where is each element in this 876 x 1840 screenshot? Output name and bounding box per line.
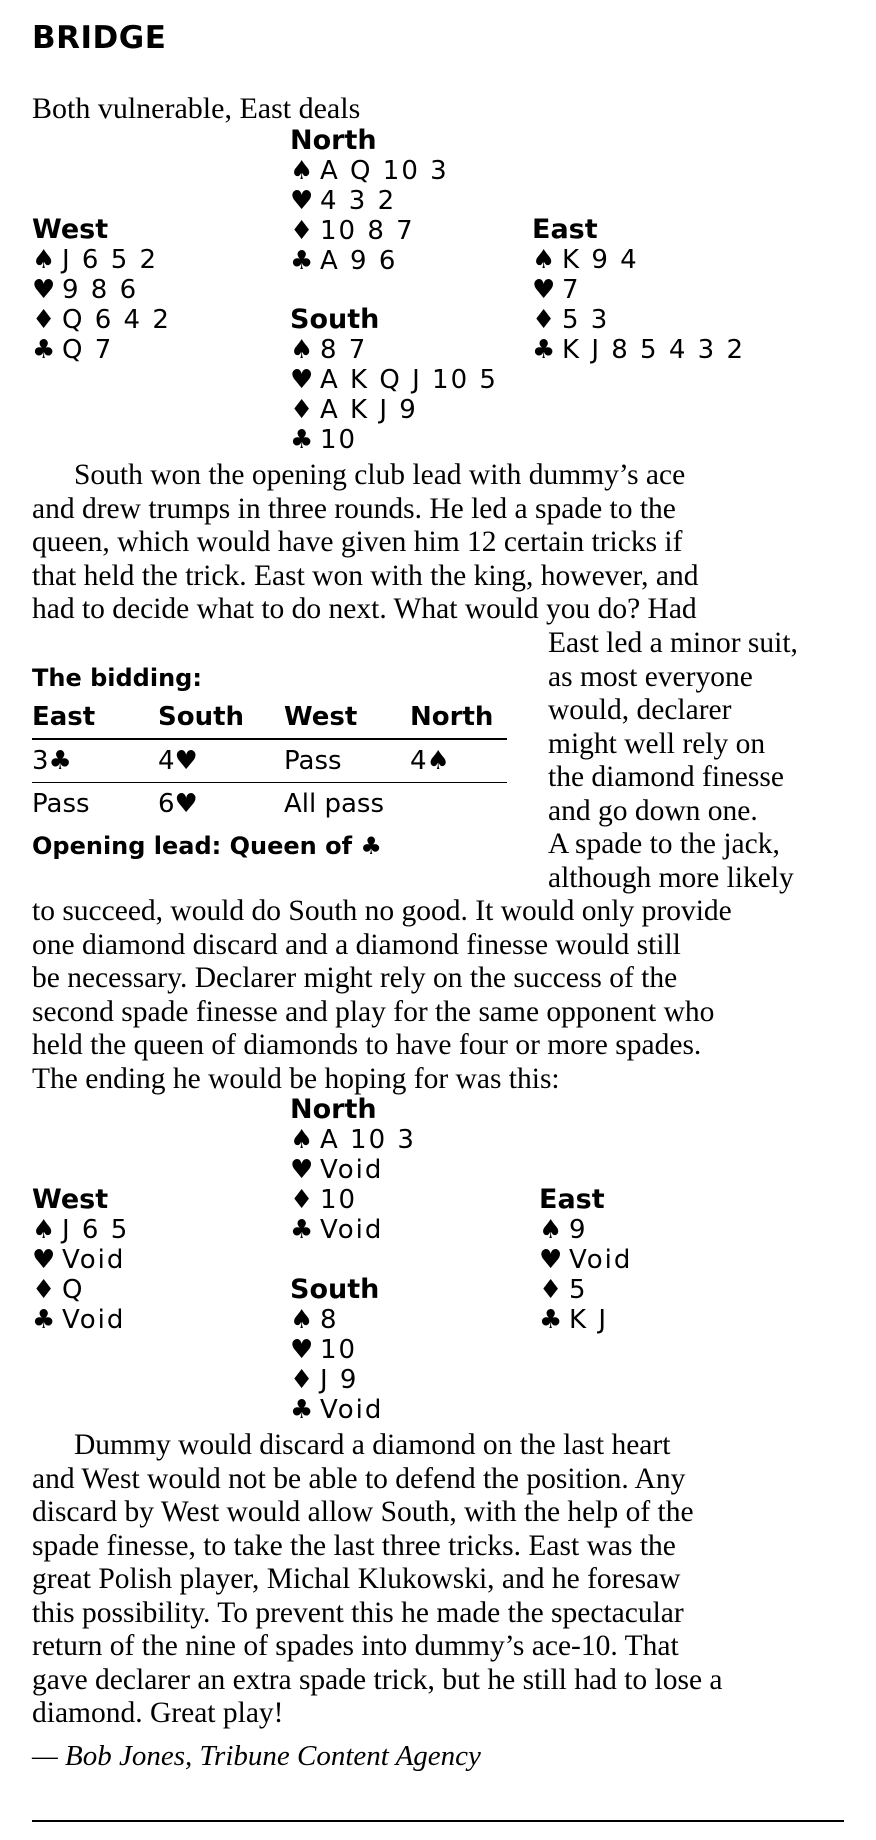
text-line: be necessary. Declarer might rely on the success of the — [32, 962, 678, 994]
club-icon: ♣ — [290, 1215, 316, 1245]
text-line: held the queen of diamonds to have four or more spades. — [32, 1029, 702, 1061]
clubs-holding: Void — [62, 1305, 126, 1335]
deal1-east-hand — [532, 215, 745, 365]
spade-icon: ♠ — [32, 1215, 58, 1245]
text-line: that held the trick. East won with the king, however, and — [32, 559, 699, 592]
club-icon: ♣ — [290, 246, 316, 276]
bid-cell: 4♥ — [158, 739, 284, 783]
deal1-north-hand — [290, 126, 449, 276]
text-line: this possibility. To prevent this he made the spectacular — [32, 1596, 684, 1629]
diamond-icon: ♦ — [290, 216, 316, 246]
spade-icon: ♠ — [32, 245, 58, 275]
text-line: to succeed, would do South no good. It would only provide — [32, 895, 732, 927]
diamonds-holding: J 9 — [320, 1365, 359, 1395]
heart-icon: ♥ — [290, 1155, 316, 1185]
hearts-holding: 4 3 2 — [320, 186, 397, 216]
bid-cell: All pass — [284, 789, 385, 819]
clubs-holding: Void — [320, 1395, 384, 1425]
clubs-holding: Void — [320, 1215, 384, 1245]
text-line: gave declarer an extra spade trick, but he still had to lose a — [32, 1663, 723, 1696]
spades-holding: J 6 5 2 — [62, 245, 159, 275]
text-line: second spade finesse and play for the same opponent who — [32, 995, 715, 1028]
bid-cell — [410, 783, 507, 826]
clubs-holding: K J — [569, 1305, 608, 1335]
diamond-icon: ♦ — [32, 305, 58, 335]
diamonds-holding: Q 6 4 2 — [62, 305, 171, 335]
deal2-north-hand — [290, 1095, 416, 1245]
hand-label: North — [290, 1094, 377, 1125]
diamond-icon: ♦ — [290, 1185, 316, 1215]
text-line: and go down one. — [548, 794, 758, 827]
spades-holding: 8 — [320, 1305, 339, 1335]
text-line: East led a minor suit, — [548, 627, 798, 659]
heart-icon: ♥ — [32, 1245, 58, 1275]
bid-cell: 6♥ — [158, 789, 198, 819]
text-line: Dummy would discard a diamond on the last heart — [74, 1429, 671, 1461]
text-line: one diamond discard and a diamond finesse would still — [32, 928, 681, 961]
spade-icon: ♠ — [532, 245, 558, 275]
diamonds-holding: Q — [62, 1275, 85, 1305]
vulnerability-line: Both vulnerable, East deals — [32, 92, 361, 125]
hand-label: West — [32, 214, 109, 245]
clubs-holding: K J 8 5 4 3 2 — [562, 335, 746, 365]
heart-icon: ♥ — [290, 186, 316, 216]
spade-icon: ♠ — [290, 1305, 316, 1335]
spades-holding: 9 — [569, 1215, 588, 1245]
text-line: as most everyone — [548, 660, 753, 693]
bid-cell: Pass — [284, 739, 410, 783]
hearts-holding: Void — [62, 1245, 126, 1275]
paragraph-1 — [32, 459, 699, 627]
clubs-holding: A 9 6 — [320, 246, 398, 276]
hearts-holding: 9 8 6 — [62, 275, 139, 305]
column-title: BRIDGE — [32, 20, 167, 56]
spade-icon: ♠ — [290, 1125, 316, 1155]
diamonds-holding: 10 — [320, 1185, 358, 1215]
club-icon: ♣ — [290, 425, 316, 455]
hand-label: West — [32, 1184, 109, 1215]
club-icon: ♣ — [539, 1305, 565, 1335]
text-line: queen, which would have given him 12 certain tricks if — [32, 526, 683, 558]
text-line: diamond. Great play! — [32, 1697, 284, 1729]
article — [32, 0, 850, 1840]
text-line: South won the opening club lead with dummy’s ace — [74, 459, 686, 491]
text-line: A spade to the jack, — [548, 828, 780, 860]
spade-icon: ♠ — [290, 156, 316, 186]
paragraph-4 — [32, 1429, 723, 1731]
diamonds-holding: A K J 9 — [320, 395, 418, 425]
club-icon: ♣ — [32, 1305, 58, 1335]
club-icon: ♣ — [532, 335, 558, 365]
heart-icon: ♥ — [532, 275, 558, 305]
diamond-icon: ♦ — [32, 1275, 58, 1305]
bidding-header: South — [158, 700, 284, 739]
text-line: great Polish player, Michal Klukowski, and he foresaw — [32, 1563, 681, 1595]
spade-icon: ♠ — [290, 335, 316, 365]
diamond-icon: ♦ — [290, 1365, 316, 1395]
text-line: spade finesse, to take the last three tricks. East was the — [32, 1529, 676, 1562]
hearts-holding: Void — [320, 1155, 384, 1185]
diamonds-holding: 5 — [569, 1275, 588, 1305]
hand-label: South — [290, 1274, 380, 1305]
diamond-icon: ♦ — [539, 1275, 565, 1305]
diamond-icon: ♦ — [532, 305, 558, 335]
text-line: would, declarer — [548, 694, 732, 726]
bid-cell: 4♠ — [410, 739, 507, 783]
diamonds-holding: 5 3 — [562, 305, 610, 335]
heart-icon: ♥ — [290, 365, 316, 395]
hand-label: East — [539, 1184, 605, 1215]
heart-icon: ♥ — [539, 1245, 565, 1275]
bidding-row — [32, 783, 507, 826]
bottom-divider — [32, 1820, 844, 1822]
paragraph-2 — [548, 627, 798, 895]
hand-label: South — [290, 304, 380, 335]
bidding-header: North — [410, 700, 507, 739]
bidding-title: The bidding: — [32, 664, 202, 692]
text-line: and West would not be able to defend the position. Any — [32, 1462, 686, 1495]
heart-icon: ♥ — [290, 1335, 316, 1365]
diamonds-holding: 10 8 7 — [320, 216, 415, 246]
spade-icon: ♠ — [539, 1215, 565, 1245]
bidding-table — [32, 700, 507, 825]
bidding-row — [32, 739, 507, 783]
spades-holding: K 9 4 — [562, 245, 639, 275]
clubs-holding: 10 — [320, 425, 358, 455]
text-line: and drew trumps in three rounds. He led a spade to the — [32, 492, 676, 525]
heart-icon: ♥ — [32, 275, 58, 305]
text-line: the diamond finesse — [548, 761, 784, 793]
spades-holding: 8 7 — [320, 335, 368, 365]
diamond-icon: ♦ — [290, 395, 316, 425]
deal2-east-hand — [539, 1185, 632, 1335]
spades-holding: J 6 5 — [62, 1215, 130, 1245]
hand-label: North — [290, 125, 377, 156]
hearts-holding: 7 — [562, 275, 581, 305]
text-line: although more likely — [548, 861, 794, 894]
spades-holding: A Q 10 3 — [320, 156, 449, 186]
hearts-holding: 10 — [320, 1335, 358, 1365]
bid-cell: Pass — [32, 789, 90, 819]
spades-holding: A 10 3 — [320, 1125, 416, 1155]
text-line: The ending he would be hoping for was this: — [32, 1062, 560, 1095]
club-icon: ♣ — [32, 335, 58, 365]
deal2-south-hand — [290, 1275, 383, 1425]
bidding-header: East — [32, 700, 158, 739]
club-icon: ♣ — [290, 1395, 316, 1425]
deal1-west-hand — [32, 215, 171, 365]
text-line: had to decide what to do next. What would you do? Had — [32, 593, 697, 625]
deal1-south-hand — [290, 305, 498, 455]
text-line: return of the nine of spades into dummy’s ace-10. That — [32, 1630, 679, 1662]
bidding-header: West — [284, 700, 410, 739]
text-line: discard by West would allow South, with the help of the — [32, 1496, 694, 1528]
paragraph-3 — [32, 895, 732, 1096]
bid-cell: 3♣ — [32, 739, 158, 783]
hand-label: East — [532, 214, 598, 245]
deal2-west-hand — [32, 1185, 129, 1335]
opening-lead: Opening lead: Queen of ♣ — [32, 832, 382, 860]
clubs-holding: Q 7 — [62, 335, 114, 365]
byline: — Bob Jones, Tribune Content Agency — [32, 1740, 481, 1772]
text-line: might well rely on — [548, 727, 766, 760]
hearts-holding: A K Q J 10 5 — [320, 365, 498, 395]
hearts-holding: Void — [569, 1245, 633, 1275]
